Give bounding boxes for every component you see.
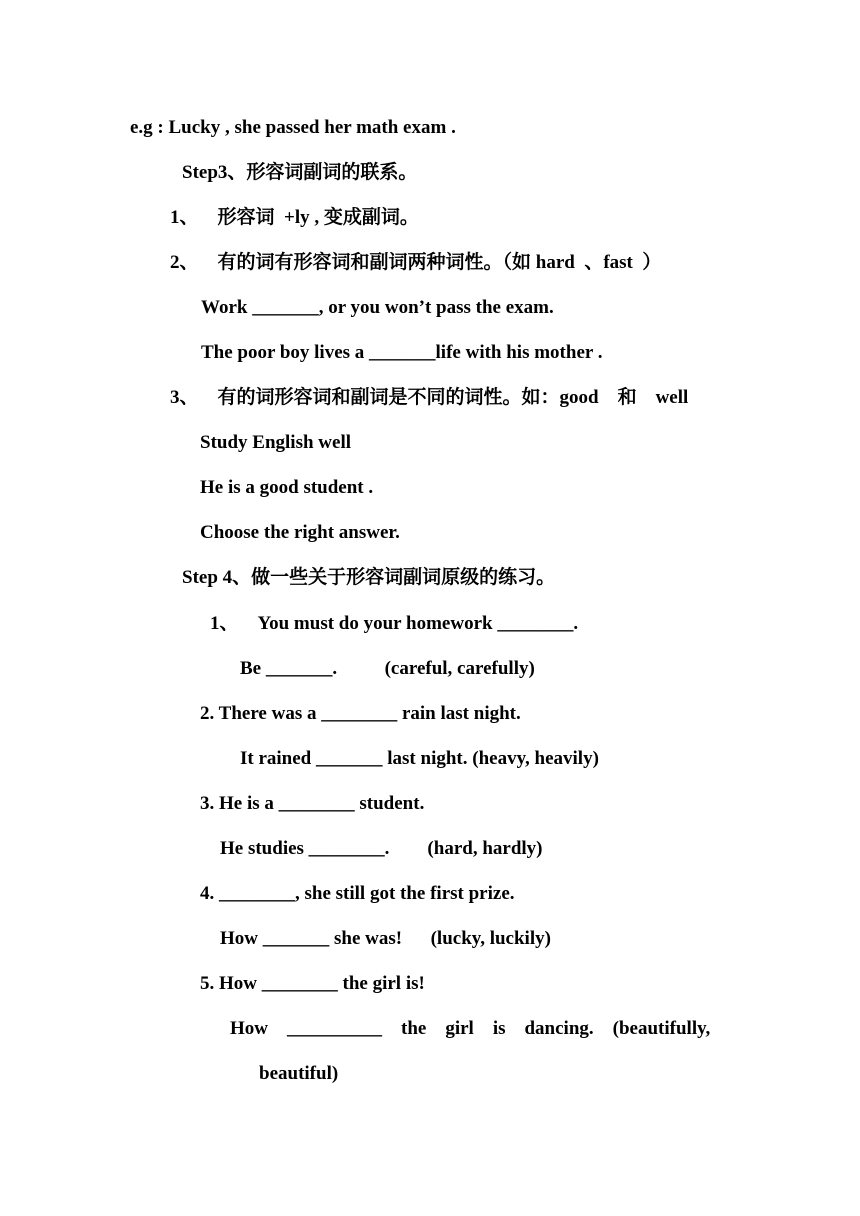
rule-item-1: 1、 形容词 +ly , 变成副词。 bbox=[170, 207, 419, 228]
question-4b: How _______ she was! (lucky, luckily) bbox=[220, 928, 551, 949]
question-3b: He studies ________. (hard, hardly) bbox=[220, 838, 543, 859]
question-2b: It rained _______ last night. (heavy, heavily) bbox=[240, 748, 599, 769]
instruction-choose: Choose the right answer. bbox=[200, 522, 400, 543]
question-1b: Be _______. (careful, carefully) bbox=[240, 658, 535, 679]
example-good-student: He is a good student . bbox=[200, 477, 374, 498]
step4-heading: Step 4、做一些关于形容词副词原级的练习。 bbox=[182, 567, 556, 588]
example-study: Study English well bbox=[200, 432, 351, 453]
question-1a: 1、 You must do your homework ________. bbox=[210, 613, 579, 634]
question-5a: 5. How ________ the girl is! bbox=[200, 973, 425, 994]
question-5c: beautiful) bbox=[259, 1063, 339, 1084]
question-5b-text: How __________ the girl is dancing. (beautifully, bbox=[230, 1018, 711, 1039]
rule-item-2: 2、 有的词有形容词和副词两种词性。（如 hard 、fast ） bbox=[170, 252, 662, 273]
question-5b bbox=[230, 1018, 730, 1040]
step3-heading: Step3、形容词副词的联系。 bbox=[182, 162, 418, 183]
rule-item-3: 3、 有的词形容词和副词是不同的词性。如：good 和 well bbox=[170, 387, 689, 408]
example-poor-boy: The poor boy lives a _______life with his mother . bbox=[201, 342, 603, 363]
example-sentence: e.g : Lucky , she passed her math exam . bbox=[130, 117, 456, 138]
question-4a: 4. ________, she still got the first prize. bbox=[200, 883, 515, 904]
example-work: Work _______, or you won’t pass the exam. bbox=[201, 297, 554, 318]
question-2a: 2. There was a ________ rain last night. bbox=[200, 703, 521, 724]
question-3a: 3. He is a ________ student. bbox=[200, 793, 425, 814]
